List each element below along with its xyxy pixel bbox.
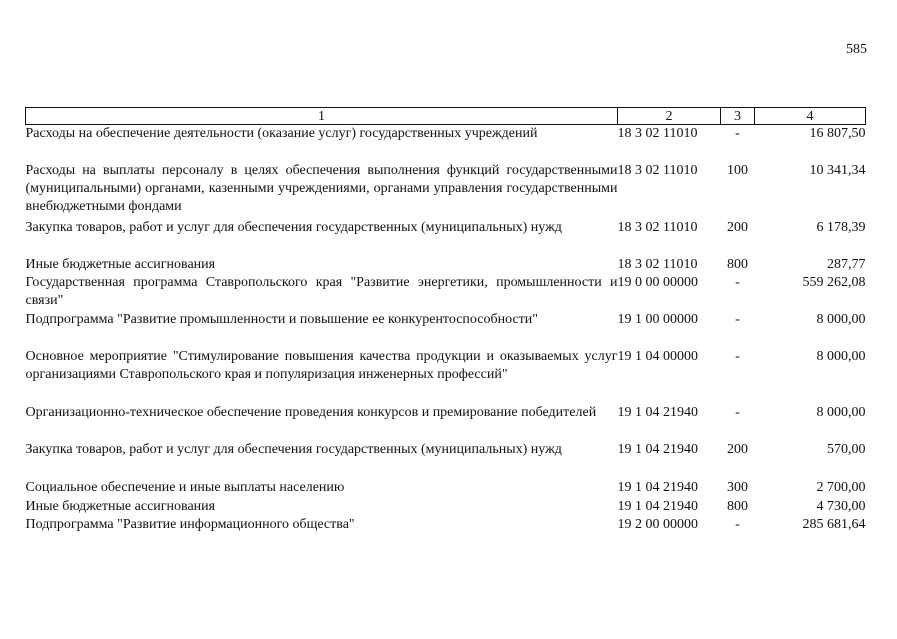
row-code: 19 2 00 00000 [617,516,698,532]
row-code: 19 0 00 00000 [617,274,698,290]
table-header-row [26,108,866,125]
row-type: - [735,126,740,141]
row-amount: 559 262,08 [802,274,866,290]
row-type: 200 [727,441,748,457]
row-description: Закупка товаров, работ и услуг для обеспечения государственных (муниципальных) нужд [25,441,562,457]
table-row [26,311,866,348]
table-row [26,404,866,441]
row-type: - [735,404,740,420]
table-row [26,125,866,162]
table-row [26,219,866,256]
row-amount: 4 730,00 [816,498,866,514]
row-amount: 10 341,34 [809,162,866,178]
row-code: 18 3 02 11010 [617,256,698,272]
row-description: Закупка товаров, работ и услуг для обеспечения государственных (муниципальных) нужд [25,219,562,235]
row-code: 18 3 02 11010 [617,162,698,178]
row-code: 18 3 02 11010 [617,126,698,141]
row-description: Организационно-техническое обеспечение проведения конкурсов и премирование победителей [25,404,597,420]
row-type: 800 [727,256,748,272]
table-row [26,274,866,311]
row-description: Основное мероприятие "Стимулирование повышения качества продукции и оказываемых услуг организациями Ставропольского края и популяризация инженерных профессий" [25,348,618,382]
column-header-2: 2 [618,108,721,125]
row-type: - [735,348,740,364]
row-amount: 6 178,39 [816,219,866,235]
row-code: 19 1 04 21940 [617,404,698,420]
row-code: 19 1 04 21940 [617,441,698,457]
row-type: 100 [727,162,748,178]
row-amount: 285 681,64 [802,516,866,532]
row-description: Расходы на выплаты персоналу в целях обеспечения выполнения функций государственными (муниципальными) органами, казенными учреждениями, органами управления государственными внебюджетными фондами [25,162,618,214]
column-header-4: 4 [755,108,866,125]
budget-table [25,107,866,534]
table-row [26,162,866,219]
table-row [26,348,866,404]
row-amount: 2 700,00 [816,479,866,495]
row-type: - [735,516,740,532]
row-amount: 16 807,50 [809,126,866,141]
row-type: 200 [727,219,748,235]
row-code: 18 3 02 11010 [617,219,698,235]
row-amount: 8 000,00 [816,404,866,420]
table-row [26,441,866,479]
row-description: Подпрограмма "Развитие информационного общества" [25,516,355,532]
row-amount: 8 000,00 [816,348,866,364]
row-description: Иные бюджетные ассигнования [25,498,216,514]
row-code: 19 1 04 21940 [617,479,698,495]
table-row [26,256,866,274]
column-header-1: 1 [26,108,618,125]
row-description: Социальное обеспечение и иные выплаты населению [25,479,345,495]
row-description: Подпрограмма "Развитие промышленности и повышение ее конкурентоспособности" [25,311,538,327]
row-amount: 8 000,00 [816,311,866,327]
table-row [26,516,866,534]
row-description: Расходы на обеспечение деятельности (оказание услуг) государственных учреждений [25,126,538,141]
row-description: Иные бюджетные ассигнования [25,256,216,272]
table-row [26,479,866,498]
row-type: - [735,311,740,327]
row-code: 19 1 04 21940 [617,498,698,514]
column-header-3: 3 [721,108,755,125]
row-code: 19 1 00 00000 [617,311,698,327]
row-description: Государственная программа Ставропольского края "Развитие энергетики, промышленности и связи" [25,274,618,308]
table-row [26,498,866,516]
row-type: 800 [727,498,748,514]
row-amount: 570,00 [827,441,866,457]
row-code: 19 1 04 00000 [617,348,698,364]
row-amount: 287,77 [827,256,866,272]
row-type: - [735,274,740,290]
page-number: 585 [846,42,867,57]
row-type: 300 [727,479,748,495]
